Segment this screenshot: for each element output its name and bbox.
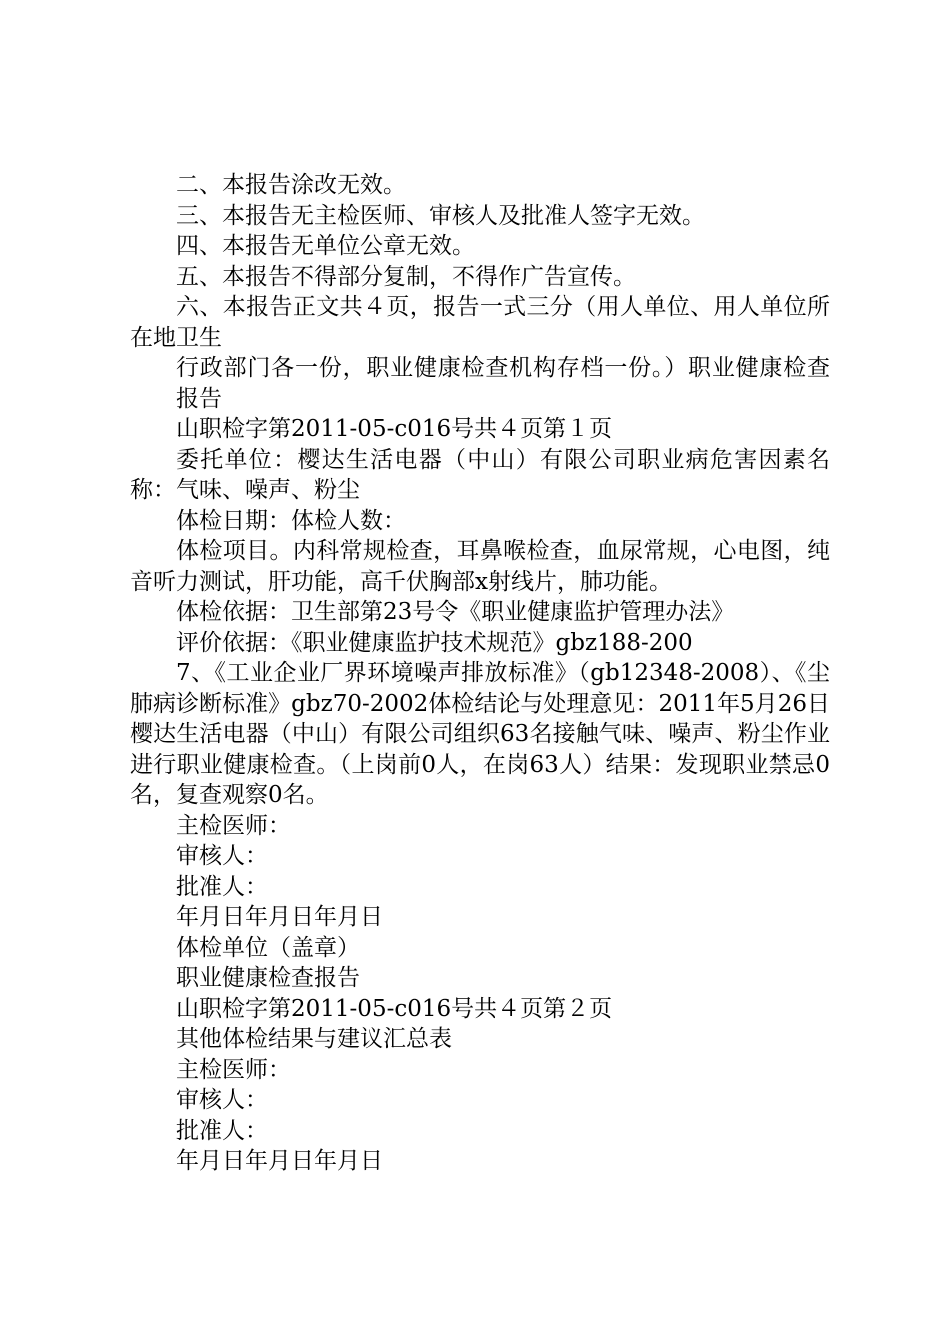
signature-dates-2: 年月日年月日年月日 [176,1148,383,1174]
exam-unit-seal: 体检单位（盖章） [176,934,360,961]
report-number-page-2: 山职检字第2011-05-c016号共４页第２页 [176,995,613,1022]
notice-item-5: 五、本报告不得部分复制，不得作广告宣传。 [176,263,636,290]
evaluation-basis: 评价依据：《职业健康监护技术规范》gbz188-200 [176,629,693,656]
reviewer-label-2: 审核人： [176,1087,268,1113]
exam-date-count: 体检日期：体检人数： [176,507,406,534]
chief-physician-label: 主检医师： [176,812,291,839]
commissioning-unit: 委托单位：樱达生活电器（中山）有限公司职业病危害因素名称：气味、噪声、粉尘 [130,446,830,503]
notice-item-6-continued: 行政部门各一份，职业健康检查机构存档一份。）职业健康检查报告 [176,355,830,412]
notice-item-6: 六、本报告正文共４页，报告一式三分（用人单位、用人单位所在地卫生 [130,294,830,351]
notice-item-4: 四、本报告无单位公章无效。 [176,233,475,259]
notice-item-3: 三、本报告无主检医师、审核人及批准人签字无效。 [176,202,705,229]
signature-dates: 年月日年月日年月日 [176,904,383,930]
exam-items: 体检项目。内科常规检查，耳鼻喉检查，血尿常规，心电图，纯音听力测试，肝功能，高千伏胸部x射线片，肺功能。 [130,538,830,595]
summary-table-title: 其他体检结果与建议汇总表 [176,1026,452,1052]
reviewer-label: 审核人： [176,843,268,869]
report-title: 职业健康检查报告 [176,965,360,991]
report-number-page-1: 山职检字第2011-05-c016号共４页第１页 [176,416,613,442]
approver-label-2: 批准人： [176,1117,268,1144]
approver-label: 批准人： [176,873,268,900]
chief-physician-label-2: 主检医师： [176,1056,291,1083]
document-body [130,170,830,1177]
notice-item-2: 二、本报告涂改无效。 [176,172,406,198]
exam-basis: 体检依据：卫生部第23号令《职业健康监护管理办法》 [176,599,735,625]
conclusion-paragraph: 7、《工业企业厂界环境噪声排放标准》（gb12348-2008）、《尘肺病诊断标准》gbz70-2002体检结论与处理意见：2011年5月26日樱达生活电器（中山）有限公司组织63名接触气味、噪声、粉尘作业进行职业健康检查。（上岗前0人，在岗63人）结果：发现职业禁忌0名，复查观察0名。 [130,660,830,808]
